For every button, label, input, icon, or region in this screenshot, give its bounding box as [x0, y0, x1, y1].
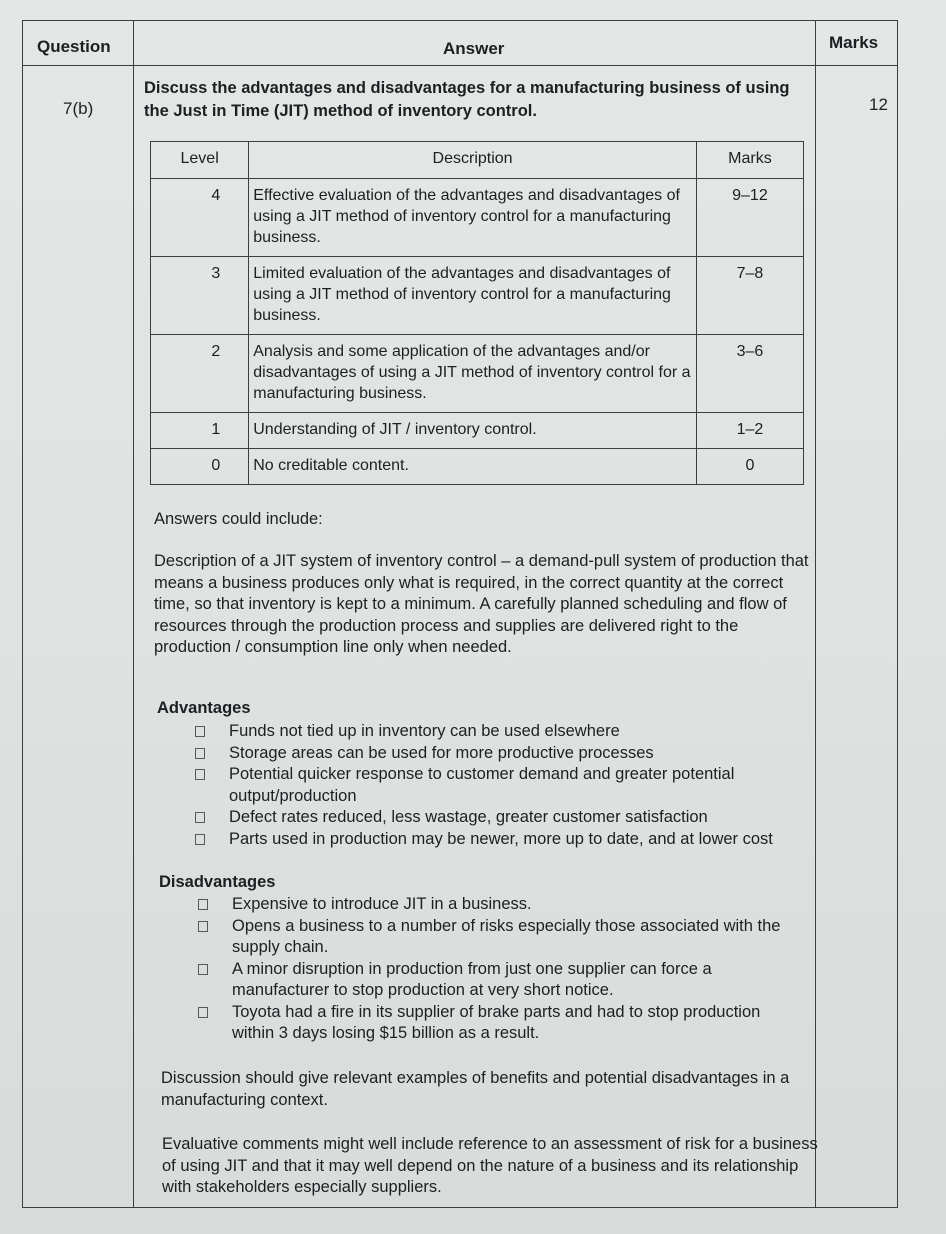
evaluation-paragraph: Evaluative comments might well include reference to an assessment of risk for a business of using JIT and that it may well depend on the nature of a business and its relationship with stakeholders especially suppliers.: [162, 1135, 818, 1196]
levels-header-row: [151, 142, 804, 179]
disadvantage-text: A minor disruption in production from just one supplier can force a manufacturer to stop production at very short notice.: [232, 959, 712, 999]
list-item: [193, 743, 783, 765]
disadvantage-text: Opens a business to a number of risks especially those associated with the supply chain.: [232, 916, 781, 956]
table-row: [151, 335, 804, 413]
level-marks: 1–2: [696, 413, 803, 449]
advantage-text: Storage areas can be used for more productive processes: [229, 743, 654, 762]
checkbox-icon: [195, 834, 205, 845]
level-marks: 3–6: [696, 335, 803, 413]
advantage-text: Potential quicker response to customer demand and greater potential output/production: [229, 765, 735, 805]
table-row: [151, 449, 804, 485]
checkbox-icon: [195, 812, 205, 823]
checkbox-icon: [195, 769, 205, 780]
list-item: [196, 894, 786, 916]
table-row: [151, 179, 804, 257]
list-item: [193, 764, 783, 807]
levels-header-marks: Marks: [696, 142, 803, 179]
discussion-paragraph: Discussion should give relevant examples of benefits and potential disadvantages in a manufacturing context.: [161, 1069, 790, 1109]
header-divider: [23, 65, 897, 66]
disadvantages-list: [196, 894, 786, 1045]
disadvantages-title: Disadvantages: [159, 873, 276, 891]
level-value: 3: [151, 257, 249, 335]
levels-header-level: Level: [151, 142, 249, 179]
levels-header-description: Description: [249, 142, 697, 179]
list-item: [193, 829, 783, 851]
level-value: 2: [151, 335, 249, 413]
level-marks: 9–12: [696, 179, 803, 257]
level-description: Understanding of JIT / inventory control.: [249, 413, 697, 449]
checkbox-icon: [198, 1007, 208, 1018]
advantages-list: [193, 721, 783, 850]
level-description: Effective evaluation of the advantages and disadvantages of using a JIT method of inventory control for a manufacturing business.: [249, 179, 697, 257]
table-row: [151, 257, 804, 335]
table-row: [151, 413, 804, 449]
list-item: [196, 916, 786, 959]
level-description: Limited evaluation of the advantages and disadvantages of using a JIT method of inventory control for a manufacturing business.: [249, 257, 697, 335]
header-marks: Marks: [829, 33, 879, 52]
list-item: [193, 721, 783, 743]
list-item: [196, 959, 786, 1002]
checkbox-icon: [198, 964, 208, 975]
level-value: 1: [151, 413, 249, 449]
checkbox-icon: [198, 921, 208, 932]
mark-scheme-table: [22, 20, 898, 1208]
level-marks: 7–8: [696, 257, 803, 335]
column-divider: [133, 21, 134, 1207]
column-divider: [815, 21, 816, 1207]
checkbox-icon: [195, 748, 205, 759]
total-marks: 12: [869, 95, 888, 114]
advantage-text: Defect rates reduced, less wastage, greater customer satisfaction: [229, 808, 708, 826]
question-number: 7(b): [63, 99, 94, 118]
advantage-text: Parts used in production may be newer, more up to date, and at lower cost: [229, 829, 773, 848]
list-item: [196, 1002, 786, 1045]
disadvantage-text: Toyota had a fire in its supplier of brake parts and had to stop production within 3 days losing $15 billion as a result.: [232, 1002, 761, 1042]
level-value: 4: [151, 179, 249, 257]
list-item: [193, 807, 783, 829]
level-value: 0: [151, 449, 249, 485]
header-question: Question: [37, 37, 111, 56]
description-paragraph: Description of a JIT system of inventory control – a demand-pull system of production that means a business produces only what is required, in the correct quantity at the correct time, so that inventory is kept to a minimum. A carefully planned scheduling and flow of resources through the production process and supplies are delivered right to the production / consumption line only when needed.: [154, 552, 809, 656]
level-description: Analysis and some application of the advantages and/or disadvantages of using a JIT method of inventory control for a manufacturing business.: [249, 335, 697, 413]
checkbox-icon: [195, 726, 205, 737]
advantage-text: Funds not tied up in inventory can be used elsewhere: [229, 722, 620, 740]
disadvantage-text: Expensive to introduce JIT in a business.: [232, 895, 532, 913]
levels-table: [150, 141, 804, 485]
header-answer: Answer: [443, 39, 505, 58]
question-text: Discuss the advantages and disadvantages for a manufacturing business of using the Just in Time (JIT) method of inventory control.: [144, 79, 790, 120]
answers-intro: Answers could include:: [154, 510, 323, 528]
level-description: No creditable content.: [249, 449, 697, 485]
advantages-title: Advantages: [157, 699, 251, 717]
checkbox-icon: [198, 899, 208, 910]
level-marks: 0: [696, 449, 803, 485]
